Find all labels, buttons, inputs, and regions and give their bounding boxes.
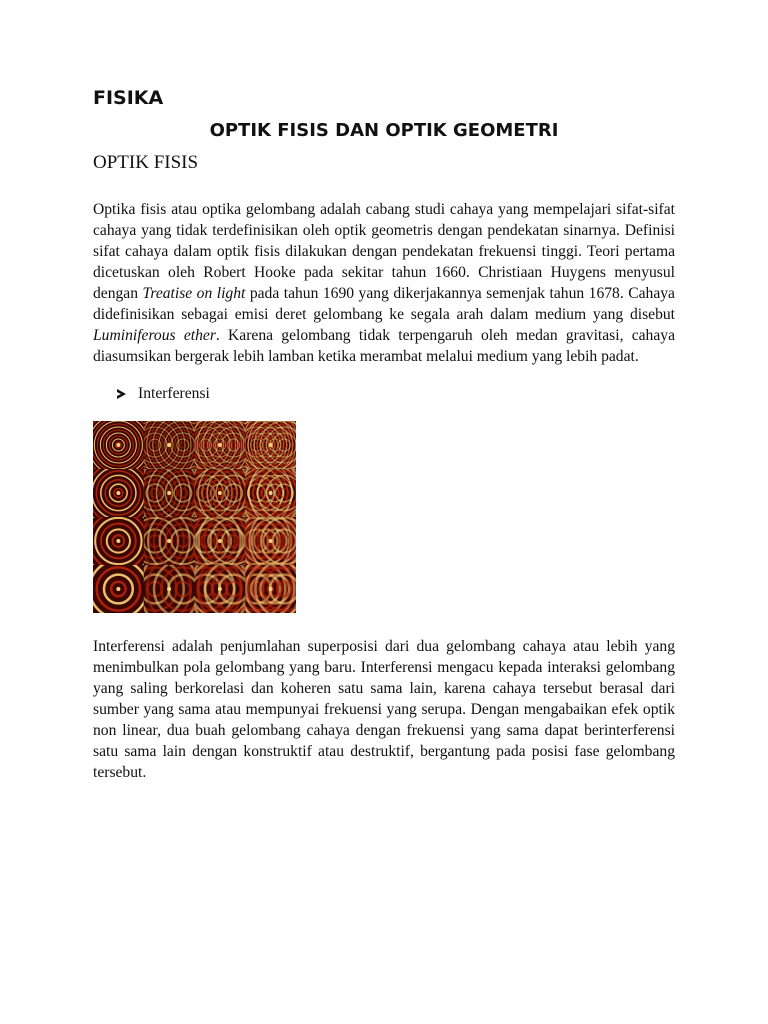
interference-pattern-graphic [93,421,296,613]
section-heading: OPTIK FISIS [93,152,199,173]
interference-pattern-image [93,421,296,613]
paragraph-optik-fisis [93,199,675,367]
text-run: pada tahun 1690 yang dikerjakannya semenjak tahun 1678. Cahaya didefinisikan sebagai emisi deret gelombang ke segala arah dalam medium yang disebut [93,285,675,323]
bullet-item [93,383,675,404]
subject-heading: FISIKA [93,87,164,109]
text-run: Optika fisis atau optika gelombang adalah cabang studi cahaya yang mempelajari sifat-sifat cahaya yang tidak terdefinisikan oleh optik geometris dengan pendekatan sinarnya. Definisi sifat cahaya dalam optik fisis dilakukan dengan pendekatan frekuensi tinggi. Teori pertama dicetuskan oleh Robert Hooke pada sekitar tahun 1660. Christiaan Huygens menyusul dengan [93,201,675,302]
italic-term: Luminiferous ether [93,327,216,344]
text-run: . Karena gelombang tidak terpengaruh oleh medan gravitasi, cahaya diasumsikan bergerak lebih lamban ketika merambat melalui medium yang lebih padat. [93,327,675,365]
document-page [93,86,675,783]
italic-term: Treatise on light [142,285,246,302]
paragraph-interferensi: Interferensi adalah penjumlahan superposisi dari dua gelombang cahaya atau lebih yang menimbulkan pola gelombang yang baru. Interferensi mengacu kepada interaksi gelombang yang saling berkorelasi dan koheren satu sama lain, karena cahaya tersebut berasal dari sumber yang sama atau mempunyai frekuensi yang serupa. Dengan mengabaikan efek optik non linear, dua buah gelombang cahaya dengan frekuensi yang sama dapat berinterferensi satu sama lain dengan konstruktif atau destruktif, bergantung pada posisi fase gelombang tersebut. [93,638,675,781]
document-title: OPTIK FISIS DAN OPTIK GEOMETRI [209,120,559,141]
arrowhead-bullet-icon [117,389,126,399]
bullet-label: Interferensi [138,385,210,402]
